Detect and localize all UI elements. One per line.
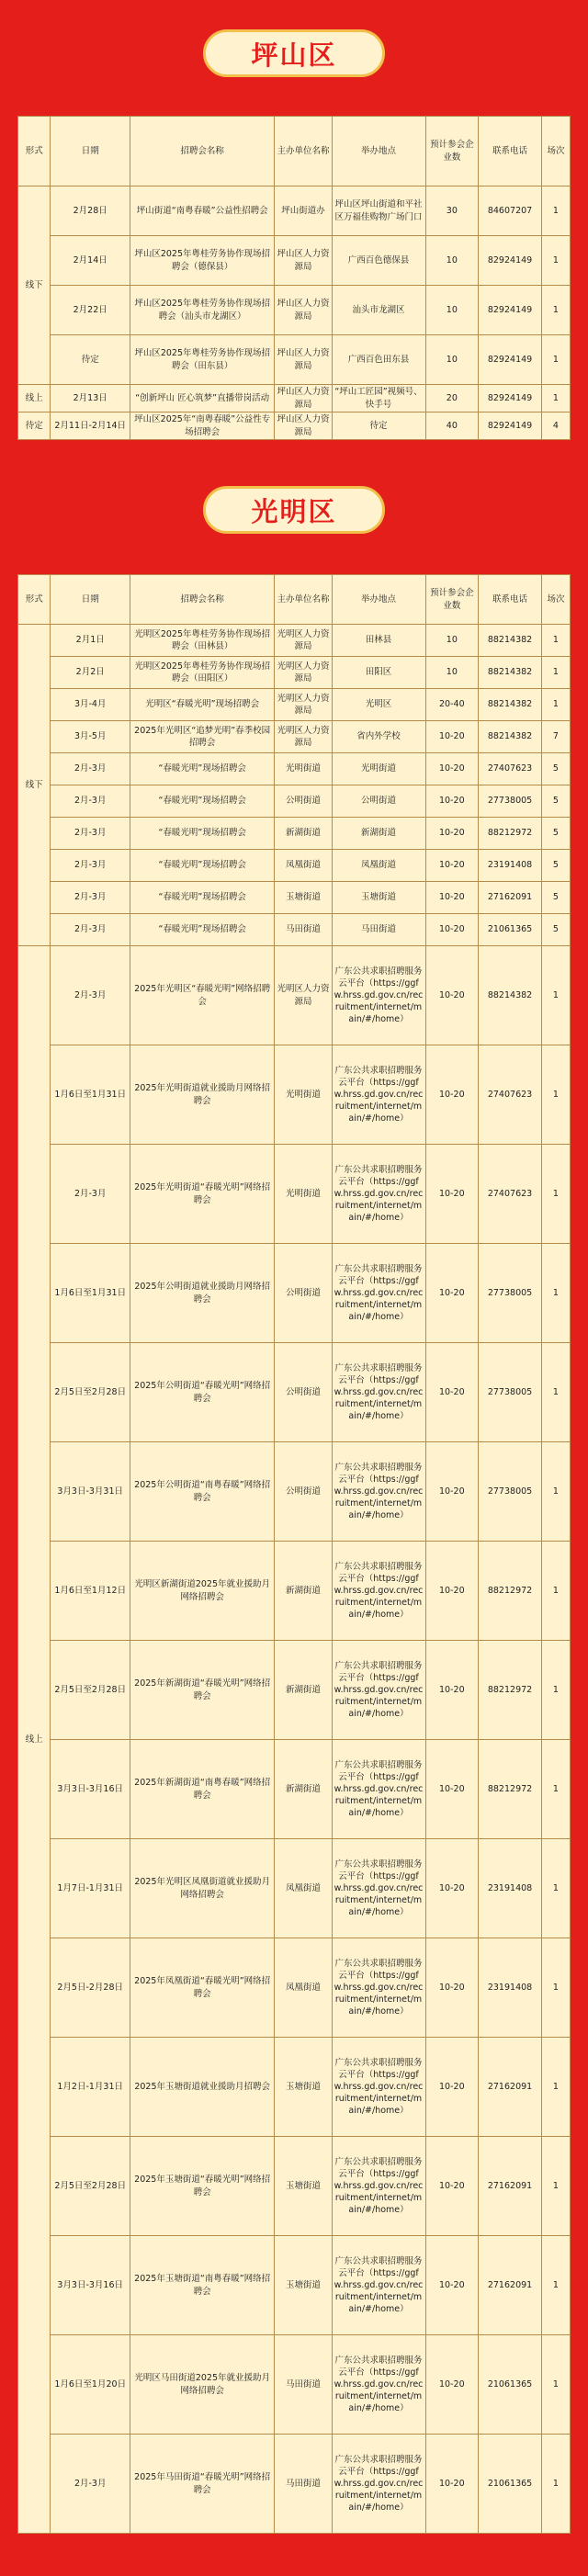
phone-cell: 82924149 <box>479 286 542 335</box>
date-cell: 2月-3月 <box>51 785 130 818</box>
fair-name-cell: “春暖光明”现场招聘会 <box>130 882 274 914</box>
location-cell: 新湖街道 <box>332 818 425 850</box>
companies-cell: 10-20 <box>425 2236 479 2335</box>
date-cell: 1月6日至1月12日 <box>51 1542 130 1641</box>
fair-name-cell: 2025年光明区“追梦光明”春季校园招聘会 <box>130 721 274 753</box>
table-row <box>18 850 571 882</box>
date-cell: 2月1日 <box>51 625 130 657</box>
col-header: 联系电话 <box>479 575 542 625</box>
sessions-cell: 1 <box>541 1442 570 1542</box>
date-cell: 2月-3月 <box>51 818 130 850</box>
fair-name-cell: 2025年公明街道“春暖光明”网络招聘会 <box>130 1343 274 1442</box>
fair-name-cell: 2025年玉塘街道“南粤春暖”网络招聘会 <box>130 2236 274 2335</box>
location-cell: 光明街道 <box>332 753 425 785</box>
col-header: 形式 <box>18 575 51 625</box>
date-cell: 2月-3月 <box>51 914 130 946</box>
location-cell: 广西百色田东县 <box>332 335 425 385</box>
sessions-cell: 1 <box>541 335 570 385</box>
date-cell: 待定 <box>51 335 130 385</box>
fair-name-cell: 坪山区2025年粤桂劳务协作现场招聘会（德保县） <box>130 236 274 286</box>
organizer-cell: 玉塘街道 <box>275 2137 332 2236</box>
companies-cell: 20 <box>425 385 479 412</box>
sessions-cell: 1 <box>541 946 570 1045</box>
companies-cell: 10-20 <box>425 1442 479 1542</box>
table-row <box>18 2137 571 2236</box>
location-cell: 马田街道 <box>332 914 425 946</box>
table-row <box>18 721 571 753</box>
form-cell: 线上 <box>18 385 51 412</box>
fair-name-cell: 坪山区2025年“南粤春暖”公益性专场招聘会 <box>130 412 274 440</box>
col-header: 场次 <box>541 575 570 625</box>
date-cell: 2月-3月 <box>51 946 130 1045</box>
location-cell: 汕头市龙湖区 <box>332 286 425 335</box>
date-cell: 1月6日至1月31日 <box>51 1045 130 1145</box>
col-header: 预计参会企业数 <box>425 117 479 186</box>
location-cell: 广东公共求职招聘服务云平台（https://ggfw.hrss.gd.gov.cn/recruitment/internet/main/#/home） <box>332 1542 425 1641</box>
location-cell: 公明街道 <box>332 785 425 818</box>
table-row <box>18 1938 571 2038</box>
companies-cell: 10-20 <box>425 2435 479 2534</box>
phone-cell: 27738005 <box>479 1442 542 1542</box>
companies-cell: 10-20 <box>425 753 479 785</box>
organizer-cell: 玉塘街道 <box>275 2236 332 2335</box>
col-header: 主办单位名称 <box>275 575 332 625</box>
sessions-cell: 1 <box>541 2137 570 2236</box>
table-row <box>18 286 571 335</box>
col-header: 日期 <box>51 575 130 625</box>
organizer-cell: 光明街道 <box>275 753 332 785</box>
phone-cell: 27738005 <box>479 785 542 818</box>
form-cell: 线上 <box>18 946 51 2534</box>
date-cell: 1月6日至1月31日 <box>51 1244 130 1343</box>
phone-cell: 88212972 <box>479 1740 542 1839</box>
companies-cell: 10-20 <box>425 946 479 1045</box>
sessions-cell: 5 <box>541 785 570 818</box>
companies-cell: 10-20 <box>425 2137 479 2236</box>
organizer-cell: 凤凰街道 <box>275 1938 332 2038</box>
date-cell: 2月28日 <box>51 186 130 236</box>
organizer-cell: 坪山街道办 <box>275 186 332 236</box>
date-cell: 2月22日 <box>51 286 130 335</box>
location-cell: 广东公共求职招聘服务云平台（https://ggfw.hrss.gd.gov.cn/recruitment/internet/main/#/home） <box>332 1839 425 1938</box>
table-row <box>18 1343 571 1442</box>
organizer-cell: 光明区人力资源局 <box>275 625 332 657</box>
companies-cell: 10 <box>425 335 479 385</box>
section-title-pingshan: 坪山区 <box>203 29 385 77</box>
table-row <box>18 689 571 721</box>
col-header: 形式 <box>18 117 51 186</box>
location-cell: “坪山工匠园”视频号、快手号 <box>332 385 425 412</box>
phone-cell: 21061365 <box>479 2435 542 2534</box>
table-row <box>18 1641 571 1740</box>
table-row <box>18 1045 571 1145</box>
organizer-cell: 光明区人力资源局 <box>275 657 332 689</box>
fair-name-cell: 2025年公明街道就业援助月网络招聘会 <box>130 1244 274 1343</box>
location-cell: 田林县 <box>332 625 425 657</box>
col-header: 招聘会名称 <box>130 575 274 625</box>
date-cell: 2月-3月 <box>51 850 130 882</box>
location-cell: 待定 <box>332 412 425 440</box>
fair-name-cell: 2025年玉塘街道就业援助月招聘会 <box>130 2038 274 2137</box>
organizer-cell: 凤凰街道 <box>275 1839 332 1938</box>
table-row <box>18 412 571 440</box>
date-cell: 1月7日-1月31日 <box>51 1839 130 1938</box>
sessions-cell: 1 <box>541 2335 570 2435</box>
phone-cell: 88214382 <box>479 625 542 657</box>
fair-name-cell: 光明区2025年粤桂劳务协作现场招聘会（田阳区） <box>130 657 274 689</box>
fair-name-cell: 2025年新湖街道“南粤春暖”网络招聘会 <box>130 1740 274 1839</box>
fair-name-cell: “春暖光明”现场招聘会 <box>130 753 274 785</box>
location-cell: 广东公共求职招聘服务云平台（https://ggfw.hrss.gd.gov.cn/recruitment/internet/main/#/home） <box>332 1343 425 1442</box>
table-row <box>18 657 571 689</box>
date-cell: 1月2日-1月31日 <box>51 2038 130 2137</box>
organizer-cell: 坪山区人力资源局 <box>275 335 332 385</box>
phone-cell: 84607207 <box>479 186 542 236</box>
organizer-cell: 坪山区人力资源局 <box>275 286 332 335</box>
date-cell: 3月3日-3月16日 <box>51 1740 130 1839</box>
fair-name-cell: 2025年马田街道“春暖光明”网络招聘会 <box>130 2435 274 2534</box>
location-cell: 广西百色德保县 <box>332 236 425 286</box>
companies-cell: 10-20 <box>425 1641 479 1740</box>
phone-cell: 27162091 <box>479 882 542 914</box>
phone-cell: 82924149 <box>479 412 542 440</box>
phone-cell: 88212972 <box>479 1641 542 1740</box>
companies-cell: 10-20 <box>425 818 479 850</box>
location-cell: 凤凰街道 <box>332 850 425 882</box>
companies-cell: 20-40 <box>425 689 479 721</box>
location-cell: 广东公共求职招聘服务云平台（https://ggfw.hrss.gd.gov.cn/recruitment/internet/main/#/home） <box>332 2038 425 2137</box>
sessions-cell: 5 <box>541 882 570 914</box>
fair-name-cell: 光明区马田街道2025年就业援助月网络招聘会 <box>130 2335 274 2435</box>
col-header: 主办单位名称 <box>275 117 332 186</box>
phone-cell: 27407623 <box>479 1045 542 1145</box>
fair-name-cell: 2025年新湖街道“春暖光明”网络招聘会 <box>130 1641 274 1740</box>
organizer-cell: 光明区人力资源局 <box>275 721 332 753</box>
organizer-cell: 玉塘街道 <box>275 2038 332 2137</box>
organizer-cell: 马田街道 <box>275 2335 332 2435</box>
table-row <box>18 2335 571 2435</box>
date-cell: 2月5日至2月28日 <box>51 2137 130 2236</box>
guangming-table <box>17 574 571 2534</box>
table-row <box>18 946 571 1045</box>
phone-cell: 27738005 <box>479 1244 542 1343</box>
sessions-cell: 1 <box>541 689 570 721</box>
fair-name-cell: 2025年公明街道“南粤春暖”网络招聘会 <box>130 1442 274 1542</box>
companies-cell: 10-20 <box>425 1740 479 1839</box>
fair-name-cell: 2025年光明区凤凰街道就业援助月网络招聘会 <box>130 1839 274 1938</box>
location-cell: 广东公共求职招聘服务云平台（https://ggfw.hrss.gd.gov.cn/recruitment/internet/main/#/home） <box>332 946 425 1045</box>
date-cell: 2月-3月 <box>51 2435 130 2534</box>
pingshan-table <box>17 116 571 440</box>
location-cell: 广东公共求职招聘服务云平台（https://ggfw.hrss.gd.gov.cn/recruitment/internet/main/#/home） <box>332 1145 425 1244</box>
fair-name-cell: “春暖光明”现场招聘会 <box>130 850 274 882</box>
table-row <box>18 914 571 946</box>
phone-cell: 88214382 <box>479 657 542 689</box>
fair-name-cell: “春暖光明”现场招聘会 <box>130 914 274 946</box>
date-cell: 2月13日 <box>51 385 130 412</box>
col-header: 日期 <box>51 117 130 186</box>
organizer-cell: 坪山区人力资源局 <box>275 385 332 412</box>
phone-cell: 27407623 <box>479 753 542 785</box>
location-cell: 广东公共求职招聘服务云平台（https://ggfw.hrss.gd.gov.cn/recruitment/internet/main/#/home） <box>332 1938 425 2038</box>
phone-cell: 27162091 <box>479 2236 542 2335</box>
location-cell: 省内外学校 <box>332 721 425 753</box>
sessions-cell: 1 <box>541 1740 570 1839</box>
sessions-cell: 1 <box>541 286 570 335</box>
fair-name-cell: “春暖光明”现场招聘会 <box>130 818 274 850</box>
sessions-cell: 1 <box>541 1045 570 1145</box>
date-cell: 3月-5月 <box>51 721 130 753</box>
table-row <box>18 186 571 236</box>
col-header: 预计参会企业数 <box>425 575 479 625</box>
companies-cell: 10 <box>425 625 479 657</box>
phone-cell: 27407623 <box>479 1145 542 1244</box>
sessions-cell: 1 <box>541 1145 570 1244</box>
location-cell: 广东公共求职招聘服务云平台（https://ggfw.hrss.gd.gov.cn/recruitment/internet/main/#/home） <box>332 1442 425 1542</box>
fair-name-cell: “春暖光明”现场招聘会 <box>130 785 274 818</box>
date-cell: 3月-4月 <box>51 689 130 721</box>
sessions-cell: 1 <box>541 385 570 412</box>
date-cell: 2月14日 <box>51 236 130 286</box>
phone-cell: 82924149 <box>479 335 542 385</box>
location-cell: 广东公共求职招聘服务云平台（https://ggfw.hrss.gd.gov.cn/recruitment/internet/main/#/home） <box>332 2137 425 2236</box>
fair-name-cell: 2025年光明街道就业援助月网络招聘会 <box>130 1045 274 1145</box>
companies-cell: 10-20 <box>425 785 479 818</box>
companies-cell: 10 <box>425 236 479 286</box>
date-cell: 2月5日至2月28日 <box>51 1641 130 1740</box>
location-cell: 广东公共求职招聘服务云平台（https://ggfw.hrss.gd.gov.cn/recruitment/internet/main/#/home） <box>332 2435 425 2534</box>
fair-name-cell: 光明区“春暖光明”现场招聘会 <box>130 689 274 721</box>
sessions-cell: 5 <box>541 818 570 850</box>
sessions-cell: 1 <box>541 1839 570 1938</box>
date-cell: 2月5日-2月28日 <box>51 1938 130 2038</box>
organizer-cell: 公明街道 <box>275 1244 332 1343</box>
phone-cell: 82924149 <box>479 236 542 286</box>
phone-cell: 21061365 <box>479 914 542 946</box>
location-cell: 广东公共求职招聘服务云平台（https://ggfw.hrss.gd.gov.cn/recruitment/internet/main/#/home） <box>332 1641 425 1740</box>
location-cell: 广东公共求职招聘服务云平台（https://ggfw.hrss.gd.gov.cn/recruitment/internet/main/#/home） <box>332 1045 425 1145</box>
table-row <box>18 2236 571 2335</box>
date-cell: 2月2日 <box>51 657 130 689</box>
phone-cell: 27738005 <box>479 1343 542 1442</box>
phone-cell: 23191408 <box>479 1839 542 1938</box>
sessions-cell: 1 <box>541 1244 570 1343</box>
organizer-cell: 光明区人力资源局 <box>275 946 332 1045</box>
sessions-cell: 4 <box>541 412 570 440</box>
sessions-cell: 1 <box>541 1938 570 2038</box>
organizer-cell: 坪山区人力资源局 <box>275 412 332 440</box>
table-row <box>18 1740 571 1839</box>
date-cell: 2月11日-2月14日 <box>51 412 130 440</box>
fair-name-cell: 坪山街道“南粤春暖”公益性招聘会 <box>130 186 274 236</box>
companies-cell: 10 <box>425 286 479 335</box>
fair-name-cell: 2025年凤凰街道“春暖光明”网络招聘会 <box>130 1938 274 2038</box>
phone-cell: 27162091 <box>479 2038 542 2137</box>
companies-cell: 10-20 <box>425 1938 479 2038</box>
fair-name-cell: 2025年光明区“春暖光明”网络招聘会 <box>130 946 274 1045</box>
organizer-cell: 公明街道 <box>275 1343 332 1442</box>
organizer-cell: 新湖街道 <box>275 1542 332 1641</box>
location-cell: 广东公共求职招聘服务云平台（https://ggfw.hrss.gd.gov.cn/recruitment/internet/main/#/home） <box>332 2335 425 2435</box>
sessions-cell: 5 <box>541 753 570 785</box>
phone-cell: 21061365 <box>479 2335 542 2435</box>
organizer-cell: 光明区人力资源局 <box>275 689 332 721</box>
location-cell: 广东公共求职招聘服务云平台（https://ggfw.hrss.gd.gov.cn/recruitment/internet/main/#/home） <box>332 1740 425 1839</box>
companies-cell: 40 <box>425 412 479 440</box>
location-cell: 田阳区 <box>332 657 425 689</box>
organizer-cell: 光明街道 <box>275 1045 332 1145</box>
phone-cell: 23191408 <box>479 1938 542 2038</box>
form-cell: 线下 <box>18 625 51 946</box>
fair-name-cell: 2025年玉塘街道“春暖光明”网络招聘会 <box>130 2137 274 2236</box>
companies-cell: 10-20 <box>425 850 479 882</box>
table-row <box>18 236 571 286</box>
date-cell: 1月6日至1月20日 <box>51 2335 130 2435</box>
fair-name-cell: 2025年光明街道“春暖光明”网络招聘会 <box>130 1145 274 1244</box>
companies-cell: 10-20 <box>425 1045 479 1145</box>
table-row <box>18 753 571 785</box>
table-header-row <box>18 575 571 625</box>
phone-cell: 27162091 <box>479 2137 542 2236</box>
form-cell: 线下 <box>18 186 51 385</box>
table-row <box>18 335 571 385</box>
location-cell: 坪山区坪山街道和平社区万福佳购物广场门口 <box>332 186 425 236</box>
phone-cell: 23191408 <box>479 850 542 882</box>
sessions-cell: 1 <box>541 236 570 286</box>
fair-name-cell: 坪山区2025年粤桂劳务协作现场招聘会（汕头市龙湖区） <box>130 286 274 335</box>
organizer-cell: 光明街道 <box>275 1145 332 1244</box>
form-cell: 待定 <box>18 412 51 440</box>
location-cell: 光明区 <box>332 689 425 721</box>
fair-name-cell: 光明区新湖街道2025年就业援助月网络招聘会 <box>130 1542 274 1641</box>
sessions-cell: 1 <box>541 186 570 236</box>
organizer-cell: 新湖街道 <box>275 1641 332 1740</box>
organizer-cell: 马田街道 <box>275 914 332 946</box>
sessions-cell: 5 <box>541 914 570 946</box>
companies-cell: 10-20 <box>425 1839 479 1938</box>
table-header-row <box>18 117 571 186</box>
sessions-cell: 1 <box>541 2236 570 2335</box>
companies-cell: 10-20 <box>425 2038 479 2137</box>
fair-name-cell: 光明区2025年粤桂劳务协作现场招聘会（田林县） <box>130 625 274 657</box>
companies-cell: 10-20 <box>425 1145 479 1244</box>
table-row <box>18 2038 571 2137</box>
organizer-cell: 坪山区人力资源局 <box>275 236 332 286</box>
companies-cell: 10-20 <box>425 1343 479 1442</box>
sessions-cell: 7 <box>541 721 570 753</box>
phone-cell: 82924149 <box>479 385 542 412</box>
date-cell: 2月-3月 <box>51 882 130 914</box>
date-cell: 2月-3月 <box>51 753 130 785</box>
sessions-cell: 1 <box>541 625 570 657</box>
companies-cell: 30 <box>425 186 479 236</box>
date-cell: 2月5日至2月28日 <box>51 1343 130 1442</box>
table-row <box>18 625 571 657</box>
sessions-cell: 5 <box>541 850 570 882</box>
col-header: 招聘会名称 <box>130 117 274 186</box>
fair-name-cell: 坪山区2025年粤桂劳务协作现场招聘会（田东县） <box>130 335 274 385</box>
companies-cell: 10-20 <box>425 721 479 753</box>
companies-cell: 10-20 <box>425 882 479 914</box>
col-header: 举办地点 <box>332 575 425 625</box>
table-row <box>18 1145 571 1244</box>
sessions-cell: 1 <box>541 1343 570 1442</box>
table-row <box>18 818 571 850</box>
phone-cell: 88212972 <box>479 1542 542 1641</box>
sessions-cell: 1 <box>541 2435 570 2534</box>
companies-cell: 10-20 <box>425 914 479 946</box>
companies-cell: 10-20 <box>425 1244 479 1343</box>
organizer-cell: 新湖街道 <box>275 818 332 850</box>
phone-cell: 88212972 <box>479 818 542 850</box>
organizer-cell: 公明街道 <box>275 1442 332 1542</box>
date-cell: 2月-3月 <box>51 1145 130 1244</box>
location-cell: 广东公共求职招聘服务云平台（https://ggfw.hrss.gd.gov.cn/recruitment/internet/main/#/home） <box>332 2236 425 2335</box>
organizer-cell: 公明街道 <box>275 785 332 818</box>
companies-cell: 10-20 <box>425 1542 479 1641</box>
col-header: 联系电话 <box>479 117 542 186</box>
table-row <box>18 785 571 818</box>
table-row <box>18 1839 571 1938</box>
organizer-cell: 新湖街道 <box>275 1740 332 1839</box>
phone-cell: 88214382 <box>479 721 542 753</box>
col-header: 场次 <box>541 117 570 186</box>
location-cell: 广东公共求职招聘服务云平台（https://ggfw.hrss.gd.gov.cn/recruitment/internet/main/#/home） <box>332 1244 425 1343</box>
table-row <box>18 1244 571 1343</box>
organizer-cell: 玉塘街道 <box>275 882 332 914</box>
date-cell: 3月3日-3月31日 <box>51 1442 130 1542</box>
table-row <box>18 882 571 914</box>
sessions-cell: 1 <box>541 657 570 689</box>
organizer-cell: 凤凰街道 <box>275 850 332 882</box>
companies-cell: 10-20 <box>425 2335 479 2435</box>
organizer-cell: 马田街道 <box>275 2435 332 2534</box>
sessions-cell: 1 <box>541 2038 570 2137</box>
phone-cell: 88214382 <box>479 946 542 1045</box>
sessions-cell: 1 <box>541 1542 570 1641</box>
table-row <box>18 385 571 412</box>
phone-cell: 88214382 <box>479 689 542 721</box>
fair-name-cell: “创新坪山 匠心筑梦”直播带岗活动 <box>130 385 274 412</box>
date-cell: 3月3日-3月16日 <box>51 2236 130 2335</box>
table-row <box>18 1542 571 1641</box>
table-row <box>18 1442 571 1542</box>
companies-cell: 10 <box>425 657 479 689</box>
section-title-guangming: 光明区 <box>203 486 385 534</box>
location-cell: 玉塘街道 <box>332 882 425 914</box>
col-header: 举办地点 <box>332 117 425 186</box>
sessions-cell: 1 <box>541 1641 570 1740</box>
table-row <box>18 2435 571 2534</box>
